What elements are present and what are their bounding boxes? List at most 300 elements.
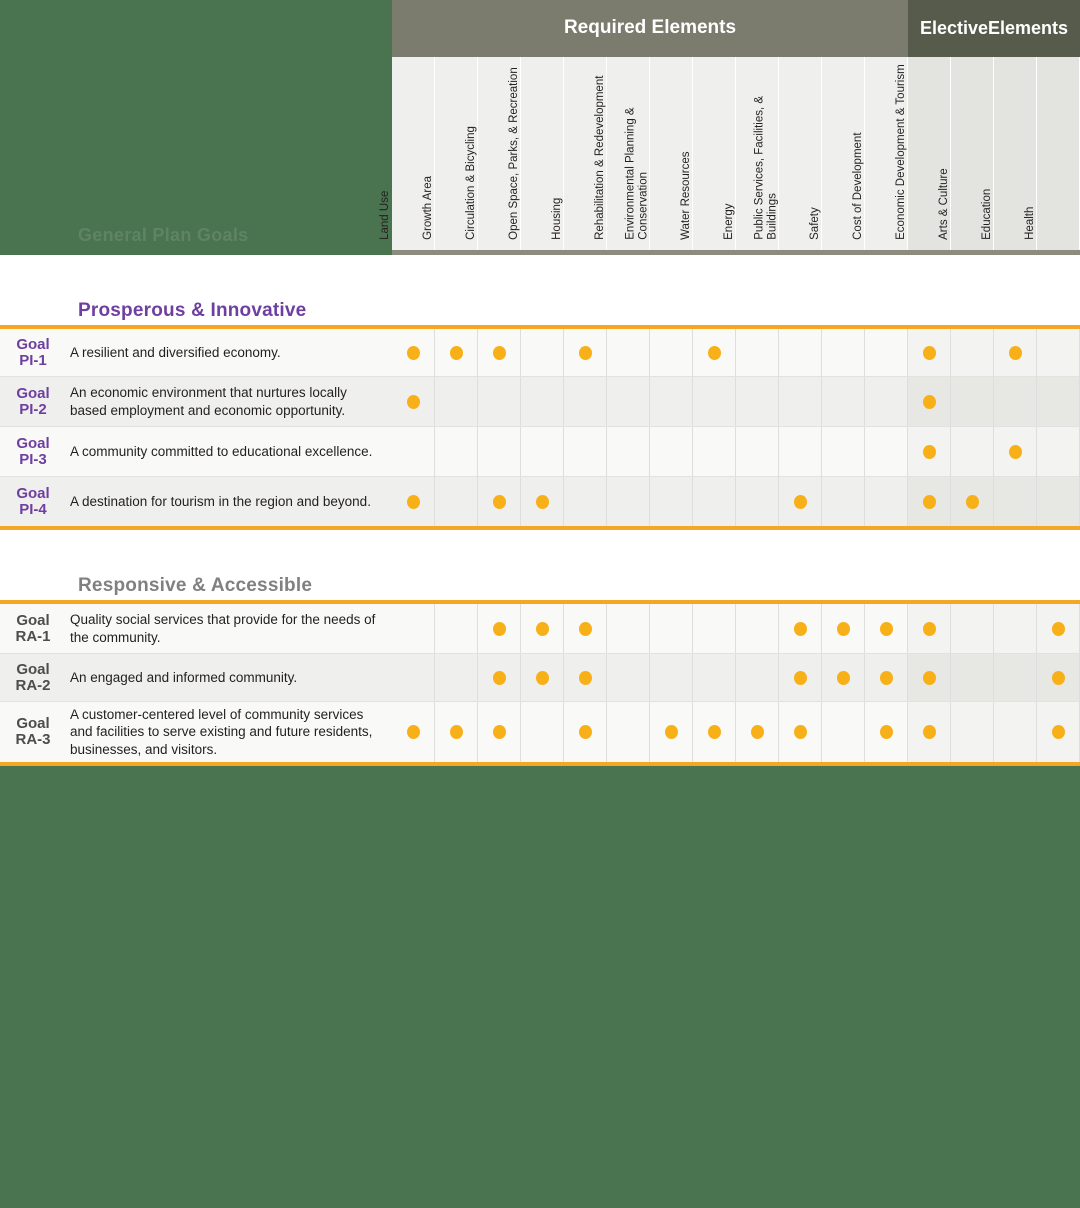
matrix-cell[interactable] xyxy=(1037,427,1080,476)
matrix-cell[interactable] xyxy=(736,654,779,701)
mark-dot-icon xyxy=(923,445,936,459)
matrix-cell[interactable] xyxy=(951,329,994,376)
matrix-cell[interactable] xyxy=(650,654,693,701)
mark-empty xyxy=(536,346,549,360)
matrix-cell[interactable] xyxy=(693,702,736,762)
matrix-cell[interactable] xyxy=(1037,329,1080,376)
matrix-cell[interactable] xyxy=(865,702,908,762)
goal-id-line2: PI-2 xyxy=(19,400,47,418)
mark-dot-icon xyxy=(450,346,463,360)
matrix-cell[interactable] xyxy=(392,427,435,476)
section-gap xyxy=(0,255,1080,279)
mark-empty xyxy=(665,346,678,360)
matrix-cell[interactable] xyxy=(435,604,478,653)
section-title-row xyxy=(0,279,1080,325)
matrix-cell[interactable] xyxy=(779,329,822,376)
mark-dot-icon xyxy=(407,495,420,509)
mark-dot-icon xyxy=(1052,622,1065,636)
mark-empty xyxy=(751,395,764,409)
matrix-cell[interactable] xyxy=(521,477,564,526)
mark-empty xyxy=(622,622,635,636)
mark-dot-icon xyxy=(1009,445,1022,459)
matrix-cell[interactable] xyxy=(607,427,650,476)
column-header-label: Energy xyxy=(723,203,736,240)
goal-cell xyxy=(0,329,392,376)
mark-empty xyxy=(622,395,635,409)
group-header-band xyxy=(0,0,1080,57)
goal-description: A destination for tourism in the region and beyond. xyxy=(70,493,371,509)
matrix-cell[interactable] xyxy=(392,604,435,653)
matrix-cell[interactable] xyxy=(865,329,908,376)
header-rule-left xyxy=(0,250,392,255)
matrix-cell[interactable] xyxy=(736,477,779,526)
goal-cell xyxy=(0,427,392,476)
matrix-cell[interactable] xyxy=(994,604,1037,653)
matrix-cell[interactable] xyxy=(693,377,736,426)
mark-empty xyxy=(536,725,549,739)
matrix-cell[interactable] xyxy=(521,654,564,701)
mark-empty xyxy=(751,495,764,509)
matrix-cell[interactable] xyxy=(736,329,779,376)
mark-dot-icon xyxy=(794,671,807,685)
matrix-cell[interactable] xyxy=(478,377,521,426)
mark-dot-icon xyxy=(923,671,936,685)
goal-cell xyxy=(0,377,392,426)
matrix-cell[interactable] xyxy=(693,604,736,653)
general-plan-goals-header xyxy=(0,57,392,250)
column-header-label: Education xyxy=(981,188,994,240)
column-header-label: Arts & Culture xyxy=(938,168,951,240)
goal-id xyxy=(0,337,70,369)
matrix-cell[interactable] xyxy=(908,377,951,426)
mark-empty xyxy=(1009,671,1022,685)
matrix-cell[interactable] xyxy=(607,329,650,376)
section-title: Responsive & Accessible xyxy=(78,575,313,596)
matrix-cell[interactable] xyxy=(1037,702,1080,762)
goal-id xyxy=(0,386,70,418)
mark-dot-icon xyxy=(923,622,936,636)
matrix-cell[interactable] xyxy=(693,329,736,376)
mark-empty xyxy=(880,495,893,509)
mark-empty xyxy=(794,395,807,409)
mark-empty xyxy=(966,445,979,459)
mark-dot-icon xyxy=(1052,671,1065,685)
mark-empty xyxy=(880,346,893,360)
mark-empty xyxy=(708,445,721,459)
general-plan-goals-label: General Plan Goals xyxy=(78,225,249,245)
header-rule xyxy=(0,250,1080,255)
matrix-cell[interactable] xyxy=(478,702,521,762)
mark-empty xyxy=(1052,445,1065,459)
matrix-cell[interactable] xyxy=(478,604,521,653)
goal-id-line2: PI-3 xyxy=(19,450,47,468)
mark-empty xyxy=(837,445,850,459)
mark-dot-icon xyxy=(536,495,549,509)
mark-dot-icon xyxy=(880,622,893,636)
matrix-cell[interactable] xyxy=(779,377,822,426)
matrix-cell[interactable] xyxy=(607,654,650,701)
matrix-cell[interactable] xyxy=(822,654,865,701)
mark-empty xyxy=(1009,622,1022,636)
matrix-cell[interactable] xyxy=(994,427,1037,476)
goal-cell xyxy=(0,654,392,701)
goal-id-line2: RA-1 xyxy=(15,627,51,645)
matrix-cell[interactable] xyxy=(478,427,521,476)
mark-dot-icon xyxy=(837,671,850,685)
mark-dot-icon xyxy=(708,725,721,739)
matrix-cell[interactable] xyxy=(994,654,1037,701)
goal-id-line1: Goal xyxy=(16,484,50,502)
matrix-cell[interactable] xyxy=(521,702,564,762)
matrix-cell[interactable] xyxy=(822,377,865,426)
matrix-cell[interactable] xyxy=(564,654,607,701)
column-label-band xyxy=(0,57,1080,250)
mark-empty xyxy=(1052,346,1065,360)
mark-dot-icon xyxy=(837,622,850,636)
table-row[interactable] xyxy=(0,477,1080,526)
matrix-cell[interactable] xyxy=(736,702,779,762)
matrix-cell[interactable] xyxy=(779,654,822,701)
section-gap xyxy=(0,530,1080,554)
goal-id xyxy=(0,486,70,518)
column-header-label: Public Services, Facilities, & Buildings xyxy=(753,96,779,240)
mark-dot-icon xyxy=(493,671,506,685)
goal-id-line1: Goal xyxy=(16,434,50,452)
matrix-cell[interactable] xyxy=(435,702,478,762)
mark-empty xyxy=(407,671,420,685)
section-title: Prosperous & Innovative xyxy=(78,300,307,321)
matrix-cell[interactable] xyxy=(908,477,951,526)
column-header-label: Economic Development & Tourism xyxy=(895,64,908,240)
mark-dot-icon xyxy=(407,346,420,360)
mark-empty xyxy=(966,671,979,685)
matrix-body xyxy=(0,255,1080,766)
mark-dot-icon xyxy=(1052,725,1065,739)
matrix-cell[interactable] xyxy=(392,329,435,376)
matrix-cell[interactable] xyxy=(908,427,951,476)
mark-empty xyxy=(622,445,635,459)
mark-dot-icon xyxy=(794,495,807,509)
column-header-label: Growth Area xyxy=(422,176,435,240)
mark-empty xyxy=(622,671,635,685)
matrix-cell[interactable] xyxy=(650,427,693,476)
mark-empty xyxy=(493,395,506,409)
mark-empty xyxy=(1009,725,1022,739)
matrix-cell[interactable] xyxy=(650,377,693,426)
table-row[interactable] xyxy=(0,427,1080,476)
column-header-label: Rehabilitation & Redevelopment xyxy=(594,75,607,240)
mark-empty xyxy=(1052,395,1065,409)
mark-dot-icon xyxy=(536,622,549,636)
matrix-cell[interactable] xyxy=(994,377,1037,426)
mark-dot-icon xyxy=(407,395,420,409)
matrix-cell[interactable] xyxy=(951,427,994,476)
matrix-cell[interactable] xyxy=(779,477,822,526)
matrix-cell[interactable] xyxy=(1037,654,1080,701)
matrix-cell[interactable] xyxy=(865,477,908,526)
mark-empty xyxy=(708,495,721,509)
matrix-cell[interactable] xyxy=(650,702,693,762)
matrix-cell[interactable] xyxy=(736,604,779,653)
matrix-cell[interactable] xyxy=(951,377,994,426)
mark-dot-icon xyxy=(794,622,807,636)
mark-dot-icon xyxy=(493,622,506,636)
mark-dot-icon xyxy=(880,725,893,739)
matrix-cell[interactable] xyxy=(521,329,564,376)
mark-empty xyxy=(450,445,463,459)
matrix-cell[interactable] xyxy=(564,604,607,653)
mark-dot-icon xyxy=(751,725,764,739)
column-header-label: Housing xyxy=(551,197,564,240)
mark-empty xyxy=(1052,495,1065,509)
mark-dot-icon xyxy=(923,395,936,409)
table-row[interactable] xyxy=(0,702,1080,762)
page-filler xyxy=(0,766,1080,1208)
matrix-cell[interactable] xyxy=(478,477,521,526)
mark-empty xyxy=(450,622,463,636)
matrix-cell[interactable] xyxy=(951,604,994,653)
goal-id xyxy=(0,716,70,748)
mark-dot-icon xyxy=(923,495,936,509)
mark-empty xyxy=(708,395,721,409)
matrix-cell[interactable] xyxy=(908,604,951,653)
mark-empty xyxy=(880,445,893,459)
mark-empty xyxy=(493,445,506,459)
mark-empty xyxy=(665,445,678,459)
goal-id-line1: Goal xyxy=(16,384,50,402)
mark-empty xyxy=(450,671,463,685)
matrix-cell[interactable] xyxy=(564,702,607,762)
mark-dot-icon xyxy=(923,346,936,360)
matrix-cell[interactable] xyxy=(607,377,650,426)
goal-description: A customer-centered level of community services and facilities to serve existing and future residents, businesses, and visitors. xyxy=(70,707,373,757)
matrix-cell[interactable] xyxy=(951,477,994,526)
matrix-cell[interactable] xyxy=(650,477,693,526)
column-header-label: Cost of Development xyxy=(852,132,865,240)
goal-cell xyxy=(0,604,392,653)
matrix-cell[interactable] xyxy=(392,654,435,701)
matrix-cell[interactable] xyxy=(994,477,1037,526)
column-header-label: Health xyxy=(1024,206,1037,240)
section-title-row xyxy=(0,554,1080,600)
matrix-cell[interactable] xyxy=(736,427,779,476)
goal-id xyxy=(0,662,70,694)
matrix-cell[interactable] xyxy=(779,427,822,476)
goal-id-line1: Goal xyxy=(16,335,50,353)
mark-empty xyxy=(536,445,549,459)
column-header-label: Land Use xyxy=(379,190,392,240)
goal-id-line2: PI-1 xyxy=(19,351,47,369)
mark-dot-icon xyxy=(493,495,506,509)
table-row[interactable] xyxy=(0,329,1080,376)
mark-empty xyxy=(880,395,893,409)
goal-id xyxy=(0,613,70,645)
matrix-cell[interactable] xyxy=(1037,477,1080,526)
group-header-elective-line-1: Elements xyxy=(988,17,1069,38)
mark-empty xyxy=(751,445,764,459)
matrix-cell[interactable] xyxy=(435,427,478,476)
group-header-spacer xyxy=(0,0,392,57)
column-header-health[interactable] xyxy=(1024,57,1080,250)
goal-description: A resilient and diversified economy. xyxy=(70,344,281,360)
mark-empty xyxy=(837,725,850,739)
goal-description: An engaged and informed community. xyxy=(70,669,298,685)
matrix-cell[interactable] xyxy=(822,604,865,653)
goal-cell xyxy=(0,702,392,762)
mark-empty xyxy=(536,395,549,409)
matrix-cell[interactable] xyxy=(564,427,607,476)
mark-dot-icon xyxy=(665,725,678,739)
matrix-cell[interactable] xyxy=(521,604,564,653)
mark-empty xyxy=(794,346,807,360)
goal-description: A community committed to educational excellence. xyxy=(70,443,373,459)
matrix-cell[interactable] xyxy=(736,377,779,426)
matrix-cell[interactable] xyxy=(521,377,564,426)
mark-empty xyxy=(966,725,979,739)
goal-description: An economic environment that nurtures locally based employment and economic opportunity. xyxy=(70,385,347,418)
matrix-cell[interactable] xyxy=(435,654,478,701)
mark-empty xyxy=(708,671,721,685)
matrix-cell[interactable] xyxy=(994,329,1037,376)
matrix-cell[interactable] xyxy=(435,329,478,376)
mark-empty xyxy=(665,671,678,685)
group-header-elective xyxy=(908,0,1080,57)
column-header-label: Safety xyxy=(809,207,822,240)
matrix-cell[interactable] xyxy=(693,654,736,701)
matrix-cell[interactable] xyxy=(865,377,908,426)
matrix-cell[interactable] xyxy=(908,329,951,376)
matrix-cell[interactable] xyxy=(478,654,521,701)
matrix-cell[interactable] xyxy=(822,329,865,376)
goal-id-line1: Goal xyxy=(16,715,50,733)
mark-empty xyxy=(450,395,463,409)
mark-empty xyxy=(579,445,592,459)
mark-empty xyxy=(622,346,635,360)
matrix-cell[interactable] xyxy=(564,329,607,376)
mark-empty xyxy=(837,495,850,509)
mark-empty xyxy=(708,622,721,636)
mark-empty xyxy=(751,346,764,360)
mark-empty xyxy=(1009,495,1022,509)
mark-empty xyxy=(966,395,979,409)
matrix-cell[interactable] xyxy=(1037,604,1080,653)
mark-dot-icon xyxy=(493,725,506,739)
matrix-cell[interactable] xyxy=(908,654,951,701)
matrix-cell[interactable] xyxy=(693,427,736,476)
mark-dot-icon xyxy=(450,725,463,739)
matrix-cell[interactable] xyxy=(478,329,521,376)
mark-dot-icon xyxy=(966,495,979,509)
matrix-cell[interactable] xyxy=(951,702,994,762)
mark-dot-icon xyxy=(536,671,549,685)
mark-dot-icon xyxy=(407,725,420,739)
goal-description: Quality social services that provide for the needs of the community. xyxy=(70,612,376,645)
mark-empty xyxy=(665,622,678,636)
table-row[interactable] xyxy=(0,654,1080,701)
mark-dot-icon xyxy=(880,671,893,685)
matrix-cell[interactable] xyxy=(392,702,435,762)
mark-dot-icon xyxy=(708,346,721,360)
mark-empty xyxy=(751,671,764,685)
matrix-cell[interactable] xyxy=(435,477,478,526)
matrix-cell[interactable] xyxy=(392,477,435,526)
matrix-cell[interactable] xyxy=(607,604,650,653)
mark-dot-icon xyxy=(794,725,807,739)
matrix-cell[interactable] xyxy=(994,702,1037,762)
matrix-cell[interactable] xyxy=(650,604,693,653)
mark-empty xyxy=(450,495,463,509)
mark-empty xyxy=(665,495,678,509)
mark-empty xyxy=(407,445,420,459)
group-header-elective-line-0: Elective xyxy=(919,17,988,38)
mark-empty xyxy=(1009,395,1022,409)
column-header-label: Open Space, Parks, & Recreation xyxy=(508,67,521,240)
mark-dot-icon xyxy=(579,622,592,636)
goal-id-line1: Goal xyxy=(16,611,50,629)
column-header-label: Environmental Planning & Conservation xyxy=(624,107,650,240)
matrix-cell[interactable] xyxy=(779,604,822,653)
mark-empty xyxy=(837,346,850,360)
mark-dot-icon xyxy=(923,725,936,739)
mark-empty xyxy=(622,725,635,739)
mark-dot-icon xyxy=(493,346,506,360)
matrix-cell[interactable] xyxy=(822,477,865,526)
matrix-cell[interactable] xyxy=(822,702,865,762)
matrix-cell[interactable] xyxy=(865,604,908,653)
table-row[interactable] xyxy=(0,604,1080,653)
matrix-cell[interactable] xyxy=(521,427,564,476)
matrix-cell[interactable] xyxy=(564,377,607,426)
mark-dot-icon xyxy=(1009,346,1022,360)
mark-empty xyxy=(966,622,979,636)
matrix-cell[interactable] xyxy=(865,654,908,701)
matrix-cell[interactable] xyxy=(908,702,951,762)
matrix-cell[interactable] xyxy=(822,427,865,476)
matrix-cell[interactable] xyxy=(607,702,650,762)
header-rule-right xyxy=(392,250,1080,255)
goal-id xyxy=(0,436,70,468)
matrix-cell[interactable] xyxy=(650,329,693,376)
goal-id-line2: RA-2 xyxy=(15,676,51,694)
matrix-cell[interactable] xyxy=(779,702,822,762)
matrix-cell[interactable] xyxy=(951,654,994,701)
matrix-cell[interactable] xyxy=(564,477,607,526)
mark-empty xyxy=(622,495,635,509)
matrix-cell[interactable] xyxy=(693,477,736,526)
mark-empty xyxy=(966,346,979,360)
mark-dot-icon xyxy=(579,346,592,360)
mark-empty xyxy=(837,395,850,409)
matrix-cell[interactable] xyxy=(607,477,650,526)
goal-id-line2: RA-3 xyxy=(15,731,51,748)
mark-empty xyxy=(794,445,807,459)
mark-dot-icon xyxy=(579,725,592,739)
column-header-label: Circulation & Bicycling xyxy=(465,126,478,240)
matrix-cell[interactable] xyxy=(392,377,435,426)
mark-empty xyxy=(579,395,592,409)
matrix-cell[interactable] xyxy=(435,377,478,426)
mark-empty xyxy=(579,495,592,509)
group-header-required: Required Elements xyxy=(392,0,908,57)
goal-cell xyxy=(0,477,392,526)
matrix-cell[interactable] xyxy=(1037,377,1080,426)
goal-id-line1: Goal xyxy=(16,660,50,678)
mark-empty xyxy=(407,622,420,636)
mark-empty xyxy=(665,395,678,409)
table-row[interactable] xyxy=(0,377,1080,426)
matrix-cell[interactable] xyxy=(865,427,908,476)
mark-empty xyxy=(751,622,764,636)
